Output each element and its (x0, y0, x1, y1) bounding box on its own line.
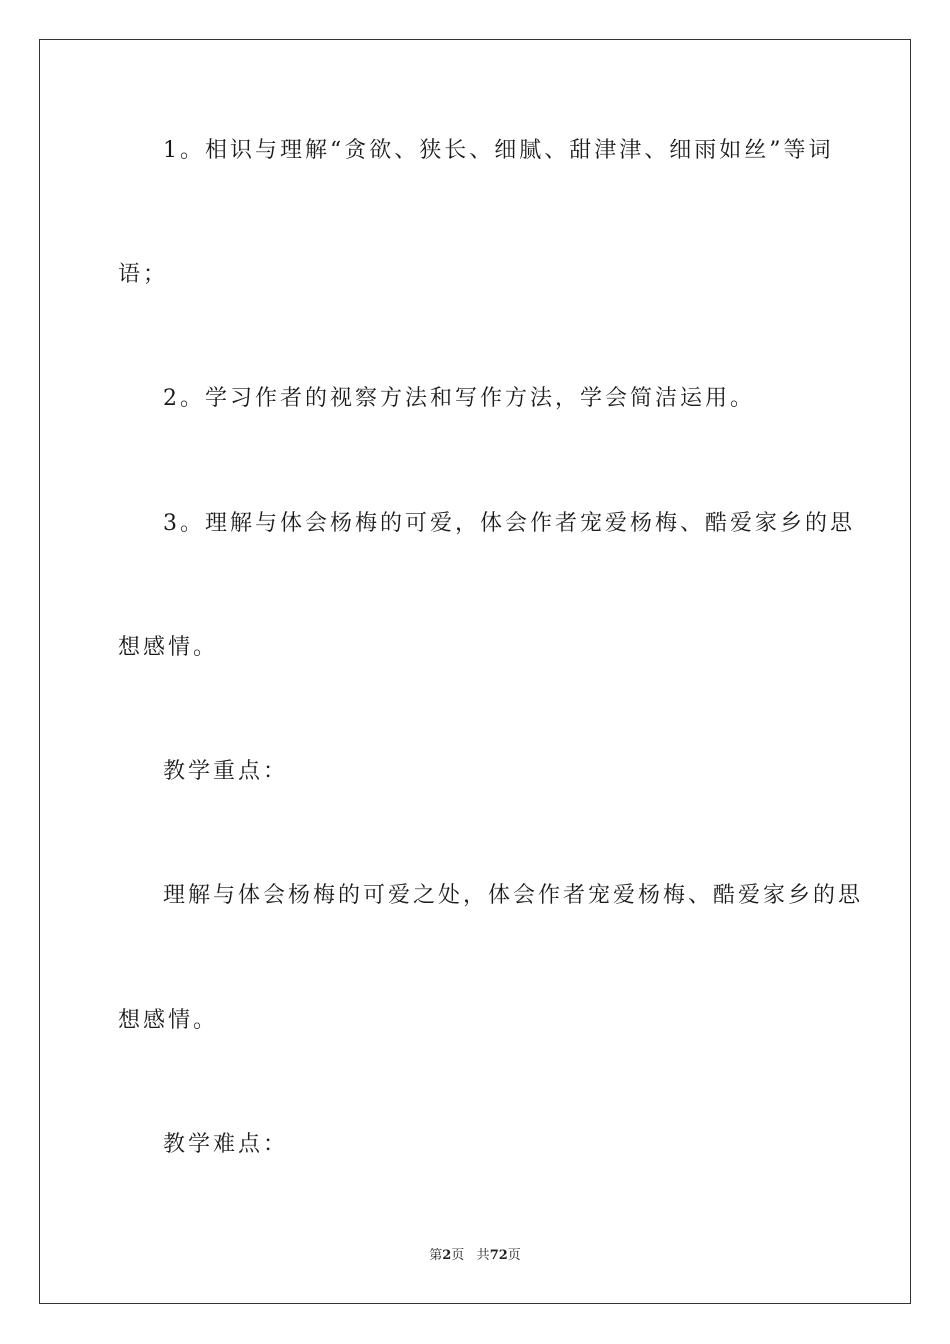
page-number: 2 (442, 1248, 452, 1263)
total-prefix: 共 (476, 1248, 490, 1263)
key-points-line-2: 想感情。 (118, 1008, 219, 1033)
page-suffix: 页 (451, 1248, 465, 1263)
key-points-heading: 教学重点： (163, 759, 289, 784)
objective-1-line-2: 语； (118, 262, 169, 287)
objective-3-line-1: 3。理解与体会杨梅的可爱，体会作者宠爱杨梅、酷爱家乡的思 (163, 511, 855, 536)
key-points-line-1: 理解与体会杨梅的可爱之处，体会作者宠爱杨梅、酷爱家乡的思 (163, 883, 864, 908)
page-border (39, 39, 911, 1304)
objective-1-line-1: 1。相识与理解“贪欲、狭长、细腻、甜津津、细雨如丝”等词 (163, 138, 834, 163)
page-prefix: 第 (429, 1248, 443, 1263)
total-suffix: 页 (507, 1248, 521, 1263)
objective-2: 2。学习作者的视察方法和写作方法，学会简洁运用。 (163, 386, 755, 411)
page-footer (0, 1247, 950, 1265)
objective-3-line-2: 想感情。 (118, 635, 219, 660)
difficulties-heading: 教学难点： (163, 1132, 289, 1157)
total-pages: 72 (489, 1248, 508, 1263)
